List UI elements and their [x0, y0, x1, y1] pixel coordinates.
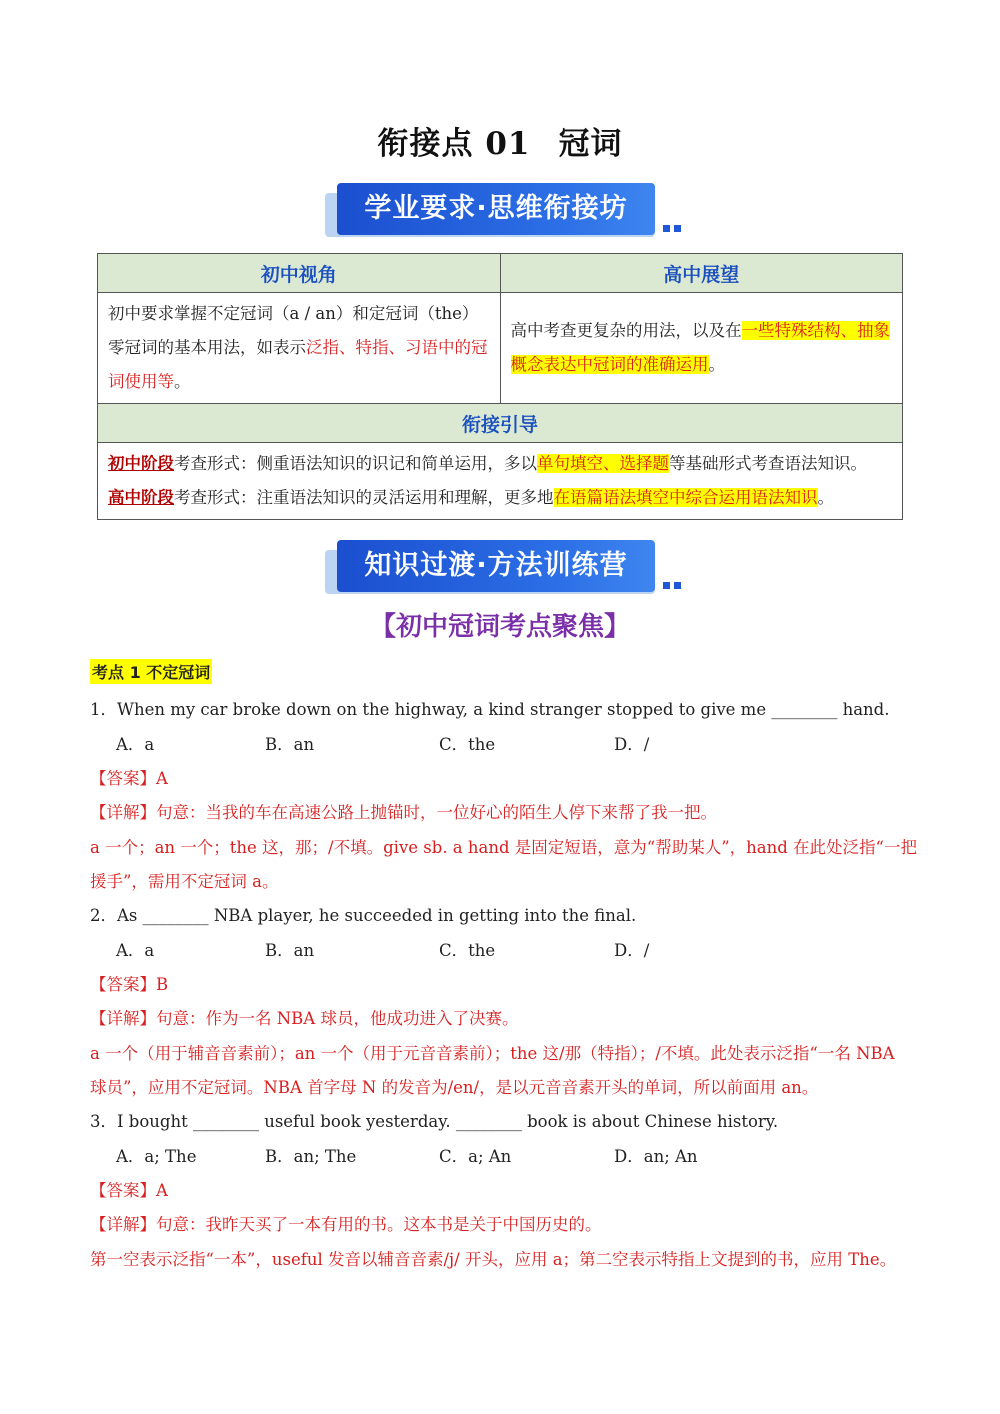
explanation: 第一空表示泛指“一本”，useful 发音以辅音音素/j/ 开头，应用 a；第二空表示特指上文提到的书，应用 The。 [90, 1250, 897, 1269]
detail: 【详解】句意：当我的车在高速公路上抛锚时，一位好心的陌生人停下来帮了我一把。 [90, 803, 717, 822]
guide-header: 衔接引导 [98, 404, 903, 443]
requirements-table [97, 253, 903, 520]
banner-dots [663, 217, 687, 227]
option-c: C．the [439, 941, 496, 960]
banner-label: 知识过渡·方法训练营 [337, 540, 655, 592]
question-options [116, 731, 816, 755]
option-c: C．a; An [439, 1147, 512, 1166]
option-a: A．a; The [116, 1147, 197, 1166]
banner-label: 学业要求·思维衔接坊 [337, 183, 655, 235]
senior-outlook-cell: 高中考查更复杂的用法，以及在一些特殊结构、抽象概念表达中冠词的准确运用。 [500, 293, 903, 404]
option-d: D．/ [614, 941, 650, 960]
explanation: a 一个；an 一个；the 这，那；/不填。give sb. a hand 是固定短语，意为“帮助某人”，hand 在此处泛指“一把 [90, 838, 917, 857]
option-d: D．an; An [614, 1147, 698, 1166]
detail: 【详解】句意：我昨天买了一本有用的书。这本书是关于中国历史的。 [90, 1215, 602, 1234]
explanation: 球员”，应用不定冠词。NBA 首字母 N 的发音为/en/，是以元音音素开头的单词，所以前面用 an。 [90, 1078, 819, 1097]
kaodian-label: 考点 1 不定冠词 [90, 659, 212, 684]
question-stem: 3．I bought ________ useful book yesterday. ________ book is about Chinese history. [90, 1112, 779, 1131]
section-title: 【初中冠词考点聚焦】 [369, 612, 630, 642]
option-b: B．an [265, 941, 315, 960]
option-b: B．an; The [265, 1147, 357, 1166]
option-b: B．an [265, 735, 315, 754]
detail: 【详解】句意：作为一名 NBA 球员，他成功进入了决赛。 [90, 1009, 519, 1028]
option-a: A．a [116, 941, 155, 960]
col-header-junior: 初中视角 [98, 254, 501, 293]
question-options [116, 937, 816, 961]
option-d: D．/ [614, 735, 650, 754]
junior-key-usage: 泛指、特指、习语中的冠词使用等 [108, 338, 488, 391]
banner-academic-requirements [325, 183, 690, 239]
guide-senior: 高中阶段考查形式：注重语法知识的灵活运用和理解，更多地在语篇语法填空中综合运用语法知识。 [108, 488, 834, 507]
answer: 【答案】A [90, 1181, 168, 1200]
title-main: 冠词 [558, 126, 623, 162]
question-stem: 2．As ________ NBA player, he succeeded in getting into the final. [90, 906, 637, 925]
banner-dots [663, 574, 687, 584]
banner-knowledge-transition [325, 540, 690, 596]
guide-cell [98, 443, 903, 520]
option-a: A．a [116, 735, 155, 754]
explanation: 援手”，需用不定冠词 a。 [90, 872, 279, 891]
guide-junior: 初中阶段考查形式：侧重语法知识的识记和简单运用，多以单句填空、选择题等基础形式考查语法知识。 [108, 454, 867, 473]
page-title [0, 118, 1000, 163]
title-prefix: 衔接点 01 [377, 126, 531, 162]
question-options [116, 1143, 816, 1167]
question-stem: 1．When my car broke down on the highway, a kind stranger stopped to give me ________ hand. [90, 700, 890, 719]
explanation: a 一个（用于辅音音素前）；an 一个（用于元音音素前）；the 这/那（特指）；/不填。此处表示泛指“一名 NBA [90, 1044, 895, 1063]
answer: 【答案】A [90, 769, 168, 788]
senior-key-usage: 一些特殊结构、抽象概念表达中冠词的准确运用 [510, 321, 890, 374]
junior-perspective-cell: 初中要求掌握不定冠词（a / an）和定冠词（the）零冠词的基本用法，如表示泛指、特指、习语中的冠词使用等。 [98, 293, 501, 404]
col-header-senior: 高中展望 [500, 254, 903, 293]
option-c: C．the [439, 735, 496, 754]
answer: 【答案】B [90, 975, 169, 994]
